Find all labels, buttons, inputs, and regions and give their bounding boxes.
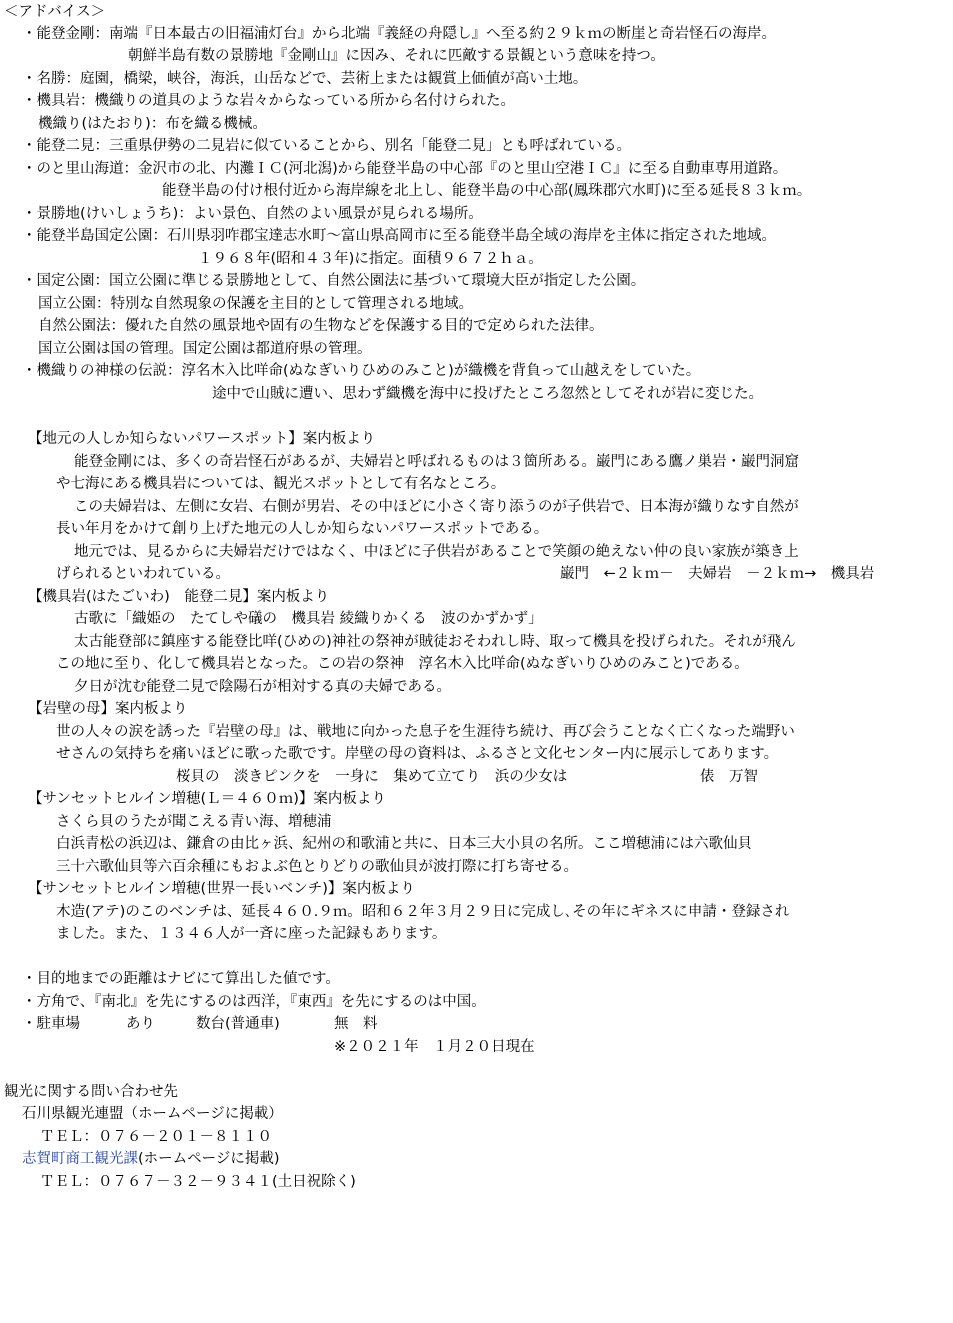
advice-line: 機織り(はたおり)：布を織る機械。: [38, 116, 267, 132]
contact-heading: 観光に関する問い合わせ先: [4, 1084, 178, 1100]
parking-label: ・駐車場: [22, 1016, 80, 1032]
contact-org-link[interactable]: 志賀町商工観光課: [22, 1151, 138, 1167]
advice-line: 自然公園法：優れた自然の風景地や固有の生物などを保護する目的で定められた法律。: [38, 318, 604, 334]
sign-text-line: この夫婦岩は、左側に女岩、右側が男岩、その中ほどに小さく寄り添うのが子供岩で、日本海が織りなす自然が: [74, 499, 799, 515]
note-line: ・目的地までの距離はナビにて算出した値です。: [22, 971, 340, 987]
advice-line: 途中で山賊に遭い、思わず織機を海中に投げたところ忽然としてそれが岩に変じた。: [212, 386, 763, 402]
contact-org-row: [22, 1149, 280, 1169]
advice-line: ・能登金剛：南端『日本最古の旧福浦灯台』から北端『義経の舟隠し』へ至る約２９ｋｍの断崖と奇岩怪石の海岸。: [22, 26, 776, 42]
advice-line: ・名勝：庭園，橋梁，峡谷，海浜，山岳などで、芸術上または観賞上価値が高い土地。: [22, 71, 588, 87]
advice-line: ・機具岩：機織りの道具のような岩々からなっている所から名付けられた。: [22, 93, 515, 109]
sign-text-line: や七海にある機具岩については、観光スポットとして有名なところ。: [56, 476, 506, 492]
sign-text-line: 太古能登部に鎮座する能登比咩(ひめの)神社の祭神が賊徒おそわれし時、取って機具を投げられた。それが飛ん: [74, 634, 796, 650]
advice-line: 能登半島の付け根付近から海岸線を北上し、能登半島の中心部(鳳珠郡穴水町)に至る延長８３ｋｍ。: [162, 183, 812, 199]
sign-text-line: 白浜青松の浜辺は、鎌倉の由比ヶ浜、紀州の和歌浦と共に、日本三大小貝の名所。ここ増穂浦には六歌仙貝: [56, 836, 752, 852]
advice-line: 国立公園：特別な自然現象の保護を主目的として管理される地域。: [38, 296, 473, 312]
sign-text-line: 夕日が沈む能登二見で陰陽石が相対する真の夫婦である。: [74, 679, 451, 695]
advice-line: ・機織りの神様の伝説：淳名木入比咩命(ぬなぎいりひめのみこと)が織機を背負って山越えをしていた。: [22, 363, 701, 379]
advice-line: ・能登半島国定公園：石川県羽咋郡宝達志水町～富山県高岡市に至る能登半島全域の海岸を主体に指定された地域。: [22, 228, 776, 244]
poem-line: 桜貝の 淡きピンクを 一身に 集めて立てり 浜の少女は: [176, 769, 568, 785]
sign-text-line: 古歌に「織姫の たてしや礒の 機具岩 綾織りかくる 波のかずかず」: [74, 611, 543, 627]
parking-fee: 無 料: [334, 1016, 378, 1032]
advice-line: ・景勝地(けいしょうち)：よい景色、自然のよい風景が見られる場所。: [22, 206, 483, 222]
sign-text-line: 世の人々の涙を誘った『岩壁の母』は、戦地に向かった息子を生涯待ち続け、再び会うことなく亡くなった端野い: [56, 724, 795, 740]
sign-text-line: せさんの気持ちを痛いほどに歌った歌です。岸壁の母の資料は、ふるさと文化センター内に展示してあります。: [56, 746, 779, 762]
poem-author: 俵 万智: [700, 769, 758, 785]
advice-line: ・能登二見：三重県伊勢の二見岩に似ていることから、別名「能登二見」とも呼ばれている。: [22, 138, 631, 154]
contact-org-suffix: (ホームページに掲載): [138, 1151, 280, 1167]
sign-text-line: 長い年月をかけて創り上げた地元の人しか知らないパワースポットである。: [56, 521, 549, 537]
distance-note: 巌門 ←２ｋｍ－ 夫婦岩 －２ｋｍ→ 機具岩: [560, 566, 875, 582]
parking-count: 数台(普通車): [196, 1016, 280, 1032]
advice-line: ・のと里山海道：金沢市の北、内灘ＩＣ(河北潟)から能登半島の中心部『のと里山空港ＩＣ』に至る自動車専用道路。: [22, 161, 788, 177]
sign-text-line: 能登金剛には、多くの奇岩怪石があるが、夫婦岩と呼ばれるものは３箇所ある。巌門にある鷹ノ巣岩・巌門洞窟: [74, 454, 799, 470]
contact-phone: ＴＥＬ：０７６－２０１－８１１０: [40, 1129, 272, 1145]
note-line: ・方角で、『南北』を先にするのは西洋，『東西』を先にするのは中国。: [22, 994, 486, 1010]
as-of-date: ※２０２１年 １月２０日現在: [334, 1039, 535, 1055]
sign-text-line: ました。また、１３４６人が一斉に座った記録もあります。: [56, 926, 447, 942]
sign-text-line: この地に至り、化して機具岩となった。この岩の祭神 淳名木入比咩命(ぬなぎいりひめのみこと)である。: [56, 656, 749, 672]
contact-org: 石川県観光連盟（ホームページに掲載）: [22, 1106, 283, 1122]
section-heading-powerspot: 【地元の人しか知らないパワースポット】案内板より: [28, 431, 376, 447]
advice-line: ・国定公園：国立公園に準じる景勝地として、自然公園法に基づいて環境大臣が指定した公園。: [22, 273, 646, 289]
sign-text-line: さくら貝のうたが聞こえる青い海、増穂浦: [56, 814, 332, 830]
sign-text-line: 木造(アテ)のこのベンチは、延長４６０.９ｍ。昭和６２年３月２９日に完成し､その年にギネスに申請・登録され: [56, 904, 790, 920]
section-heading-ganpeki: 【岩壁の母】案内板より: [28, 701, 188, 717]
contact-phone: ＴＥＬ：０７６７－３２－９３４１(土日祝除く): [40, 1174, 356, 1190]
advice-line: １９６８年(昭和４３年)に指定。面積９６７２ｈａ。: [198, 251, 543, 267]
sign-text-line: 地元では、見るからに夫婦岩だけではなく、中ほどに子供岩があることで笑顔の絶えない仲の良い家族が築き上: [74, 544, 799, 560]
advice-line: 朝鮮半島有数の景勝地『金剛山』に因み、それに匹敵する景観という意味を持つ。: [128, 48, 665, 64]
section-heading-kigu: 【機具岩(はたごいわ) 能登二見】案内板より: [28, 589, 330, 605]
advice-heading: ＜アドバイス＞: [4, 4, 106, 20]
sign-text-line: げられるといわれている。: [56, 566, 230, 582]
sign-text-line: 三十六歌仙貝等六百余種にもおよぶ色とりどりの歌仙貝が波打際に打ち寄せる。: [56, 859, 578, 875]
section-heading-sunset-bench: 【サンセットヒルイン増穂(世界一長いベンチ)】案内板より: [28, 881, 415, 897]
section-heading-sunset-length: 【サンセットヒルイン増穂(Ｌ＝４６０ｍ)】案内板より: [28, 791, 386, 807]
advice-line: 国立公園は国の管理。国定公園は都道府県の管理。: [38, 341, 372, 357]
parking-status: あり: [126, 1016, 155, 1032]
